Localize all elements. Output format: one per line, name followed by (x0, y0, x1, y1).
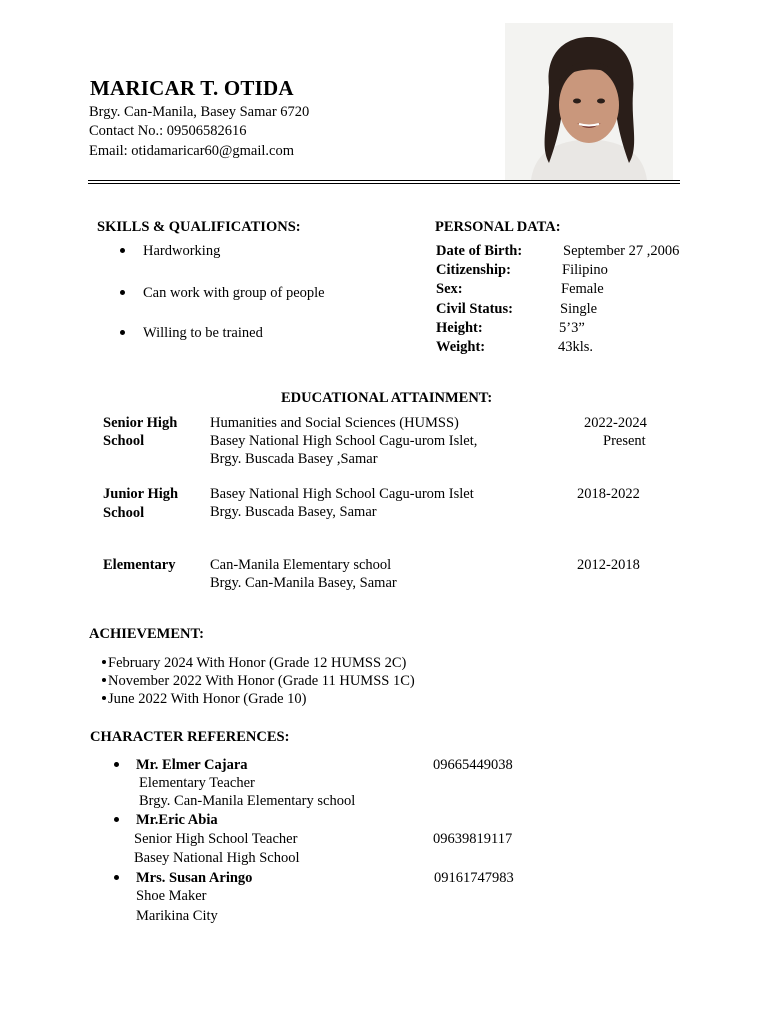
reference-name: Mrs. Susan Aringo (136, 870, 253, 886)
applicant-name: MARICAR T. OTIDA (90, 76, 294, 100)
bullet-icon (120, 248, 125, 253)
sex-label: Sex: (436, 281, 463, 297)
height-label: Height: (436, 320, 483, 336)
education-school: Basey National High School Cagu-urom Islet, (210, 433, 478, 449)
bullet-icon (120, 330, 125, 335)
civil-status-label: Civil Status: (436, 301, 513, 317)
header-divider-bottom (88, 183, 680, 184)
education-location: Brgy. Can-Manila Basey, Samar (210, 575, 397, 591)
header-divider-top (88, 180, 680, 181)
personal-data-heading: PERSONAL DATA: (435, 219, 561, 235)
education-school: Can-Manila Elementary school (210, 557, 392, 573)
height-value: 5’3” (559, 320, 585, 336)
bullet-icon (102, 696, 106, 700)
education-level-cont: School (103, 505, 145, 521)
reference-workplace: Brgy. Can-Manila Elementary school (139, 793, 356, 809)
contact-line: Contact No.: 09506582616 (89, 123, 247, 139)
profile-photo (505, 23, 673, 180)
achievement-heading: ACHIEVEMENT: (89, 626, 204, 642)
reference-occupation: Elementary Teacher (139, 775, 255, 791)
references-heading: CHARACTER REFERENCES: (90, 729, 290, 745)
reference-phone: 09639819117 (433, 831, 513, 847)
address-line: Brgy. Can-Manila, Basey Samar 6720 (89, 104, 310, 120)
skill-label: Willing to be trained (143, 325, 263, 341)
citizenship-value: Filipino (562, 262, 608, 278)
bullet-icon (120, 290, 125, 295)
education-years: 2012-2018 (577, 557, 640, 573)
reference-name: Mr. Elmer Cajara (136, 757, 248, 773)
reference-occupation: Shoe Maker (136, 888, 207, 904)
achievement-text: November 2022 With Honor (Grade 11 HUMSS 1C) (108, 673, 415, 689)
email-line: Email: otidamaricar60@gmail.com (89, 143, 295, 159)
education-years: 2022-2024 (584, 415, 647, 431)
education-level: Elementary (103, 557, 176, 573)
education-status: Present (603, 433, 646, 449)
reference-name: Mr.Eric Abia (136, 812, 218, 828)
reference-phone: 09161747983 (434, 870, 514, 886)
civil-status-value: Single (560, 301, 598, 317)
sex-value: Female (561, 281, 604, 297)
bullet-icon (114, 817, 119, 822)
education-level-cont: School (103, 433, 145, 449)
bullet-icon (114, 875, 119, 880)
education-heading: EDUCATIONAL ATTAINMENT: (281, 390, 493, 406)
education-location: Brgy. Buscada Basey, Samar (210, 504, 377, 520)
education-level: Senior High (103, 415, 178, 431)
education-strand: Humanities and Social Sciences (HUMSS) (210, 415, 459, 431)
weight-label: Weight: (436, 339, 486, 355)
skill-label: Can work with group of people (143, 285, 325, 301)
education-years: 2018-2022 (577, 486, 640, 502)
reference-workplace: Basey National High School (134, 850, 300, 866)
dob-label: Date of Birth: (436, 243, 523, 259)
weight-value: 43kls. (558, 339, 594, 355)
achievement-text: February 2024 With Honor (Grade 12 HUMSS 2C) (108, 655, 407, 671)
reference-occupation: Senior High School Teacher (134, 831, 298, 847)
reference-phone: 09665449038 (433, 757, 513, 773)
achievement-text: June 2022 With Honor (Grade 10) (108, 691, 307, 707)
reference-workplace: Marikina City (136, 908, 218, 924)
education-location: Brgy. Buscada Basey ,Samar (210, 451, 378, 467)
skills-heading: SKILLS & QUALIFICATIONS: (97, 219, 301, 235)
education-level: Junior High (103, 486, 179, 502)
bullet-icon (114, 762, 119, 767)
bullet-icon (102, 678, 106, 682)
skill-label: Hardworking (143, 243, 221, 259)
bullet-icon (102, 660, 106, 664)
citizenship-label: Citizenship: (436, 262, 511, 278)
education-school: Basey National High School Cagu-urom Islet (210, 486, 474, 502)
dob-value: September 27 ,2006 (563, 243, 680, 259)
